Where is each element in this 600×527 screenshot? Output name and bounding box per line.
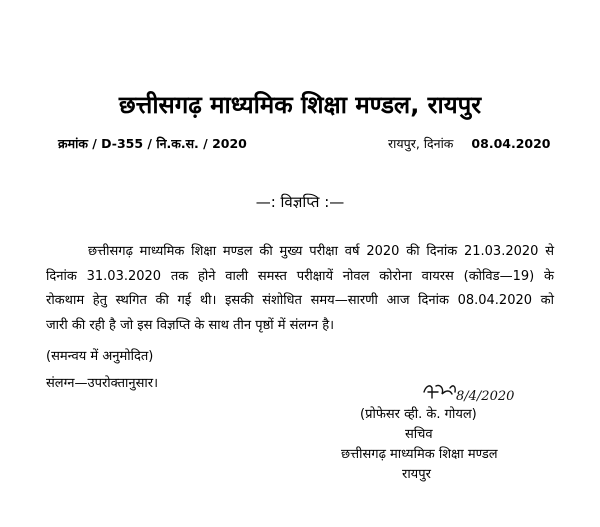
board-title: छत्तीसगढ़ माध्यमिक शिक्षा मण्डल, रायपुर (118, 91, 482, 119)
place-date-label: रायपुर, दिनांक (388, 136, 454, 151)
body-line-2: दिनांक 31.03.2020 तक होने वाली समस्त परीक्षायें नोवल कोरोना वायरस (कोविड—19) के (46, 268, 554, 284)
signature-date: 8/4/2020 (456, 389, 515, 404)
handwritten-signature (420, 378, 520, 406)
signatory-city: रायपुर (402, 467, 431, 482)
notice-heading: —: विज्ञप्ति :— (255, 193, 345, 211)
coordination-note: (समन्वय में अनुमोदित) (46, 349, 154, 364)
issue-date: 08.04.2020 (471, 136, 551, 151)
signatory-organization: छत्तीसगढ़ माध्यमिक शिक्षा मण्डल (341, 447, 498, 462)
body-line-3: रोकथाम हेतु स्थगित की गई थी। इसकी संशोधित समय—सारणी आज दिनांक 08.04.2020 को (46, 293, 554, 308)
signatory-name: (प्रोफेसर व्ही. के. गोयल) (360, 407, 477, 422)
reference-number: क्रमांक / D-355 / नि.क.स. / 2020 (58, 136, 247, 151)
body-line-4: जारी की रही है जो इस विज्ञप्ति के साथ तीन पृष्ठों में संलग्न है। (46, 317, 335, 333)
place-date (388, 135, 551, 152)
body-line-1: छत्तीसगढ़ माध्यमिक शिक्षा मण्डल की मुख्य परीक्षा वर्ष 2020 की दिनांक 21.03.2020 से (88, 244, 554, 259)
notice-body (46, 240, 554, 338)
signatory-post: सचिव (405, 427, 433, 442)
enclosure-note: संलग्न—उपरोक्तानुसार। (46, 376, 159, 391)
